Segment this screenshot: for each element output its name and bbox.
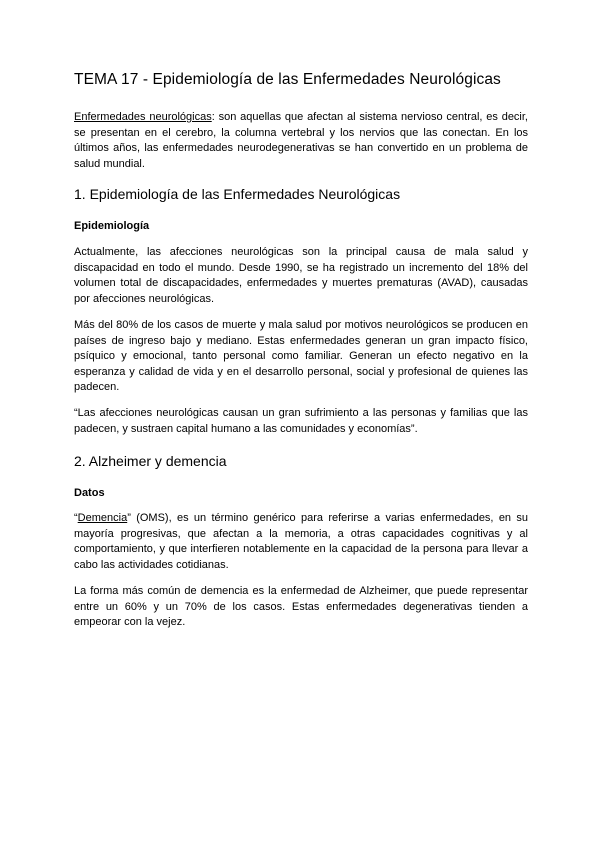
intro-paragraph <box>74 110 528 172</box>
dementia-text: ” (OMS), es un término genérico para referirse a varias enfermedades, en su mayoría progresivas, que afectan a la memoria, a otras capacidades cognitivas y al comportamiento, y que interfieren notablemente en la capacidad de la persona para llevar a cabo las actividades cotidianas. <box>74 512 528 571</box>
dementia-open-quote: “ <box>74 512 78 524</box>
section1-heading: 1. Epidemiología de las Enfermedades Neurológicas <box>74 186 401 202</box>
alzheimer-paragraph: La forma más común de demencia es la enfermedad de Alzheimer, que puede representar entre un 60% y un 70% de los casos. Estas enfermedades degenerativas tienden a empeorar con la vejez. <box>74 585 528 629</box>
section1-quote: “Las afecciones neurológicas causan un gran sufrimiento a las personas y familias que las padecen, y sustraen capital humano a las comunidades y economías”. <box>74 407 528 435</box>
intro-term: Enfermedades neurológicas <box>74 111 212 123</box>
section1-subheading: Epidemiología <box>74 220 150 232</box>
intro-text: : son aquellas que afectan al sistema nervioso central, es decir, se presentan en el cerebro, la columna vertebral y los nervios que las conectan. En los últimos años, las enfermedades neurodegenerativas se han convertido en un problema de salud mundial. <box>74 111 528 170</box>
dementia-term: Demencia <box>77 512 128 524</box>
section2-subheading: Datos <box>74 487 105 499</box>
dementia-paragraph <box>74 511 528 573</box>
section1-paragraph-2: Más del 80% de los casos de muerte y mala salud por motivos neurológicos se producen en países de ingreso bajo y mediano. Estas enfermedades generan un gran impacto físico, psíquico y emocional, tanto personal como familiar. Generan un efecto negativo en la esperanza y calidad de vida y en el desarrollo personal, social y profesional de quienes las padecen. <box>74 319 528 394</box>
section2-heading: 2. Alzheimer y demencia <box>74 453 227 469</box>
document-title: TEMA 17 - Epidemiología de las Enfermedades Neurológicas <box>74 71 501 88</box>
section1-paragraph-1: Actualmente, las afecciones neurológicas son la principal causa de mala salud y discapacidad en todo el mundo. Desde 1990, se ha registrado un incremento del 18% del volumen total de discapacidades, enfermedades y muertes prematuras (AVAD), causadas por afecciones neurológicas. <box>74 246 528 305</box>
